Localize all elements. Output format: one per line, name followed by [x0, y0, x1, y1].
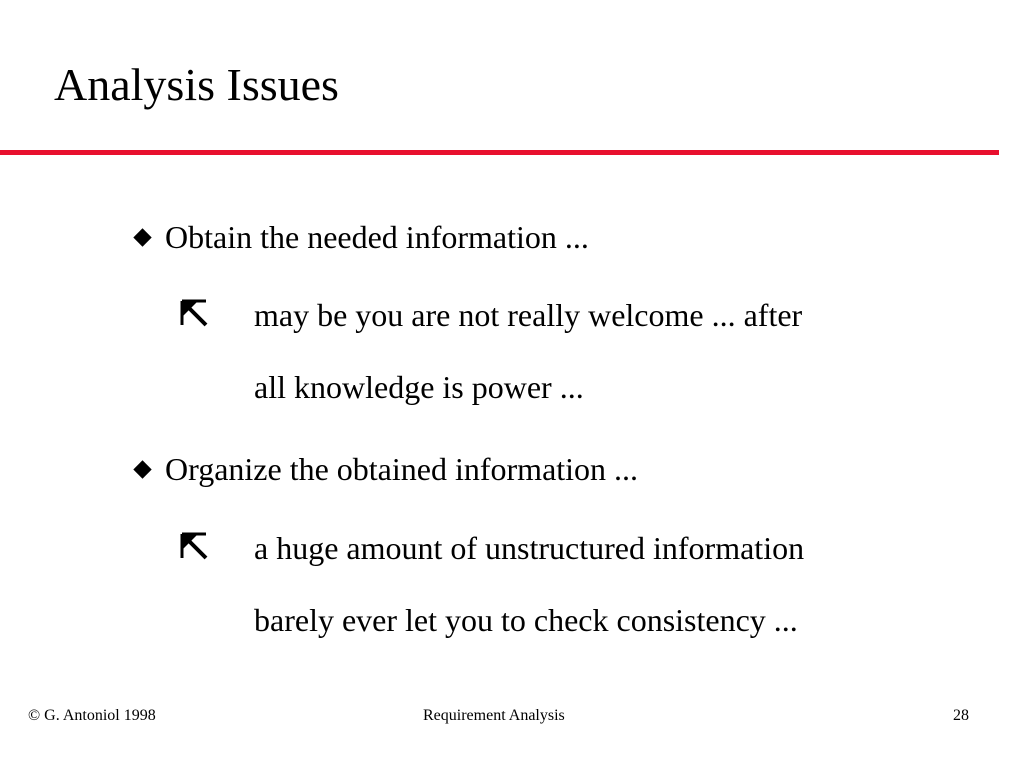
diamond-bullet-icon [133, 460, 151, 478]
diamond-bullet-icon [133, 228, 151, 246]
sub-bullet-text-2 [254, 512, 954, 656]
bullet-text-1: Obtain the needed information ... [165, 219, 589, 255]
footer-course-title: Requirement Analysis [423, 707, 565, 724]
title-divider [0, 150, 999, 155]
slide-title: Analysis Issues [54, 59, 339, 110]
up-left-arrow-icon [180, 299, 210, 329]
up-left-arrow-icon [180, 532, 210, 562]
sub-bullet-line-1a: may be you are not really welcome ... after [254, 297, 803, 333]
bullet-text-2: Organize the obtained information ... [165, 451, 639, 487]
footer-page-number: 28 [953, 707, 969, 724]
sub-bullet-line-2a: a huge amount of unstructured information [254, 530, 805, 566]
sub-bullet-text-1 [254, 279, 954, 423]
footer-copyright: © G. Antoniol 1998 [28, 707, 156, 724]
sub-bullet-line-1b: all knowledge is power ... [254, 369, 584, 405]
sub-bullet-line-2b: barely ever let you to check consistency ... [254, 602, 798, 638]
